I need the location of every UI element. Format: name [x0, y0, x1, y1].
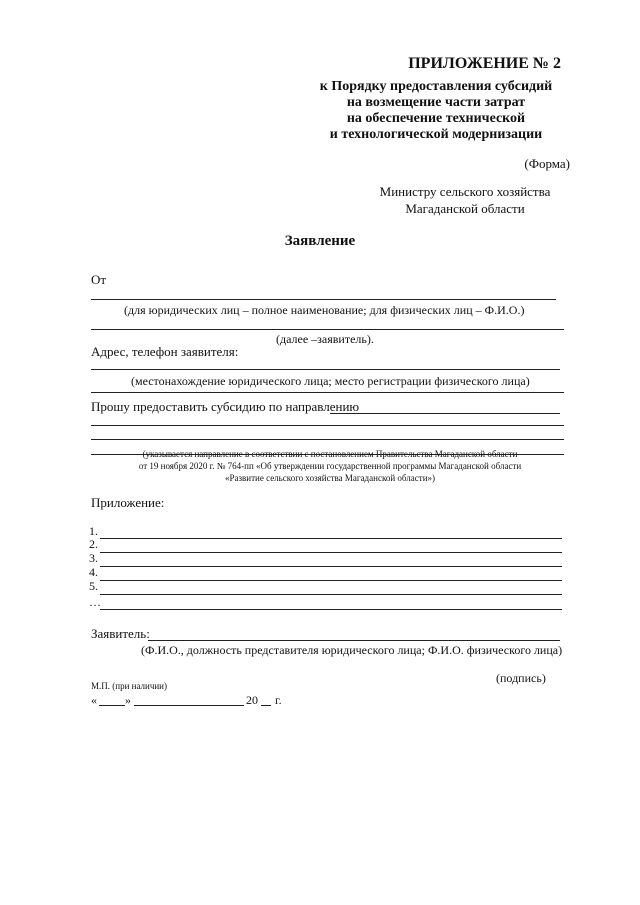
date-year-line[interactable] [261, 705, 271, 706]
request-line-2[interactable] [91, 425, 564, 426]
from-hint-2: (далее –заявитель). [276, 332, 374, 346]
appendix-title: ПРИЛОЖЕНИЕ № 2 [408, 55, 561, 72]
attachment-number: 2. [89, 537, 98, 551]
attachment-number: … [89, 595, 101, 609]
attachment-number: 5. [89, 579, 98, 593]
date-close-quote: » [125, 693, 131, 707]
appendix-subtitle-line: и технологической модернизации [329, 127, 543, 142]
attachment-number: 1. [89, 524, 98, 538]
attachment-line[interactable] [100, 566, 562, 567]
request-line-1[interactable] [330, 413, 560, 414]
request-note-line: (указывается направление в соответствии с постановлением Правительства Магаданской области [142, 449, 518, 459]
date-year-prefix: 20 [246, 693, 258, 707]
document-title: Заявление [284, 233, 356, 249]
attachment-number: 3. [89, 551, 98, 565]
attachment-line[interactable] [100, 609, 562, 610]
address-line[interactable] [91, 369, 560, 370]
attachment-number: 4. [89, 565, 98, 579]
address-line-2[interactable] [91, 392, 564, 393]
from-hint: (для юридических лиц – полное наименование; для физических лиц – Ф.И.О.) [124, 303, 525, 317]
appendix-subtitle-line: на обеспечение технической [346, 111, 526, 126]
address-hint: (местонахождение юридического лица; место регистрации физического лица) [131, 374, 530, 388]
signature-label: (подпись) [496, 671, 546, 685]
appendix-subtitle [300, 79, 572, 143]
attachment-line[interactable] [100, 580, 562, 581]
applicant-hint: (Ф.И.О., должность представителя юридического лица; Ф.И.О. физического лица) [141, 643, 563, 657]
date-open-quote: « [91, 693, 97, 707]
request-note-line: «Развитие сельского хозяйства Магаданской области») [224, 473, 436, 483]
from-line-1[interactable] [91, 299, 556, 300]
applicant-line[interactable] [148, 640, 560, 641]
attachment-line[interactable] [100, 538, 562, 539]
request-label: Прошу предоставить субсидию по направлению [91, 399, 360, 414]
attachment-line[interactable] [100, 594, 562, 595]
appendix-subtitle-line: на возмещение части затрат [346, 95, 526, 110]
attachment-line[interactable] [100, 552, 562, 553]
applicant-label: Заявитель: [91, 626, 150, 641]
date-day-line[interactable] [99, 705, 125, 706]
date-year-suffix: г. [275, 693, 282, 707]
stamp-label: М.П. (при наличии) [91, 681, 167, 691]
form-label: (Форма) [524, 156, 570, 171]
appendix-subtitle-line: к Порядку предоставления субсидий [319, 79, 553, 94]
request-note [110, 448, 550, 484]
address-label: Адрес, телефон заявителя: [91, 344, 239, 359]
request-note-line: от 19 ноября 2020 г. № 764-пп «Об утверждении государственной программы Магаданской области [138, 461, 522, 471]
addressee-line: Магаданской области [405, 201, 525, 216]
request-line-3[interactable] [91, 439, 564, 440]
attachments-label: Приложение: [91, 495, 165, 510]
from-label: От [91, 272, 107, 287]
date-month-line[interactable] [134, 705, 244, 706]
addressee [360, 183, 570, 217]
from-line-2[interactable] [91, 329, 564, 330]
addressee-line: Министру сельского хозяйства [379, 184, 551, 199]
